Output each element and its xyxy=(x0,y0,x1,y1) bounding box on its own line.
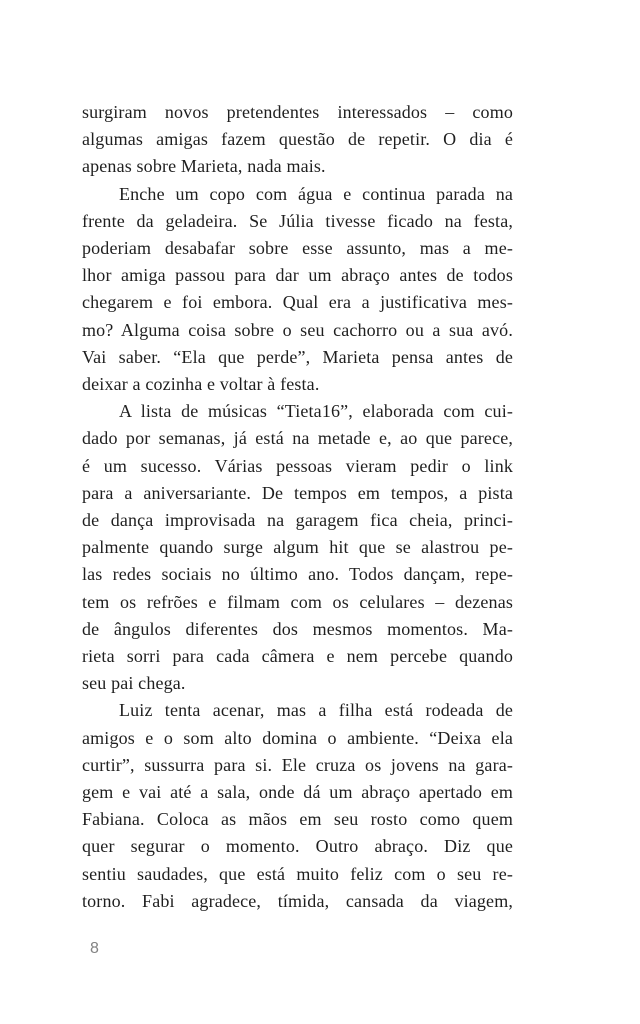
text-line: amigos e o som alto domina o ambiente. “Deixa ela xyxy=(82,727,513,748)
text-line: tem os refrões e filmam com os celulares – dezenas xyxy=(82,591,513,612)
page-number: 8 xyxy=(90,940,99,957)
text-line: seu pai chega. xyxy=(82,673,186,694)
text-block xyxy=(82,99,513,915)
text-line: rieta sorri para cada câmera e nem percebe quando xyxy=(82,646,513,667)
text-line: de ângulos diferentes dos mesmos momentos. Ma- xyxy=(82,618,513,639)
text-line: surgiram novos pretendentes interessados – como xyxy=(82,102,513,122)
text-line: frente da geladeira. Se Júlia tivesse ficado na festa, xyxy=(82,210,513,231)
text-line: poderiam desabafar sobre esse assunto, mas a me- xyxy=(82,238,513,259)
text-line: palmente quando surge algum hit que se alastrou pe- xyxy=(82,537,513,558)
text-line: gem e vai até a sala, onde dá um abraço apertado em xyxy=(82,782,513,803)
text-line: Fabiana. Coloca as mãos em seu rosto como quem xyxy=(82,809,513,830)
text-line: sentiu saudades, que está muito feliz com o seu re- xyxy=(82,863,513,884)
text-line: é um sucesso. Várias pessoas vieram pedir o link xyxy=(82,455,513,476)
text-line: apenas sobre Marieta, nada mais. xyxy=(82,156,326,177)
text-line: curtir”, sussurra para si. Ele cruza os jovens na gara- xyxy=(82,754,513,775)
text-line: Luiz tenta acenar, mas a filha está rodeada de xyxy=(119,700,513,721)
text-line: torno. Fabi agradece, tímida, cansada da viagem, xyxy=(82,890,513,911)
text-line: de dança improvisada na garagem fica cheia, princi- xyxy=(82,510,513,531)
text-line: las redes sociais no último ano. Todos dançam, repe- xyxy=(82,564,513,585)
text-line: para a aniversariante. De tempos em tempos, a pista xyxy=(82,482,513,503)
text-line: lhor amiga passou para dar um abraço antes de todos xyxy=(82,265,513,286)
text-line: deixar a cozinha e voltar à festa. xyxy=(82,374,320,395)
text-line: mo? Alguma coisa sobre o seu cachorro ou a sua avó. xyxy=(82,319,513,340)
text-line: dado por semanas, já está na metade e, ao que parece, xyxy=(82,428,513,449)
text-line: chegarem e foi embora. Qual era a justificativa mes- xyxy=(82,292,513,313)
text-line: algumas amigas fazem questão de repetir. O dia é xyxy=(82,129,513,150)
text-line: Vai saber. “Ela que perde”, Marieta pensa antes de xyxy=(82,346,513,367)
text-line: A lista de músicas “Tieta16”, elaborada com cui- xyxy=(119,401,513,422)
text-line: quer segurar o momento. Outro abraço. Diz que xyxy=(82,836,513,857)
text-line: Enche um copo com água e continua parada na xyxy=(119,183,513,204)
